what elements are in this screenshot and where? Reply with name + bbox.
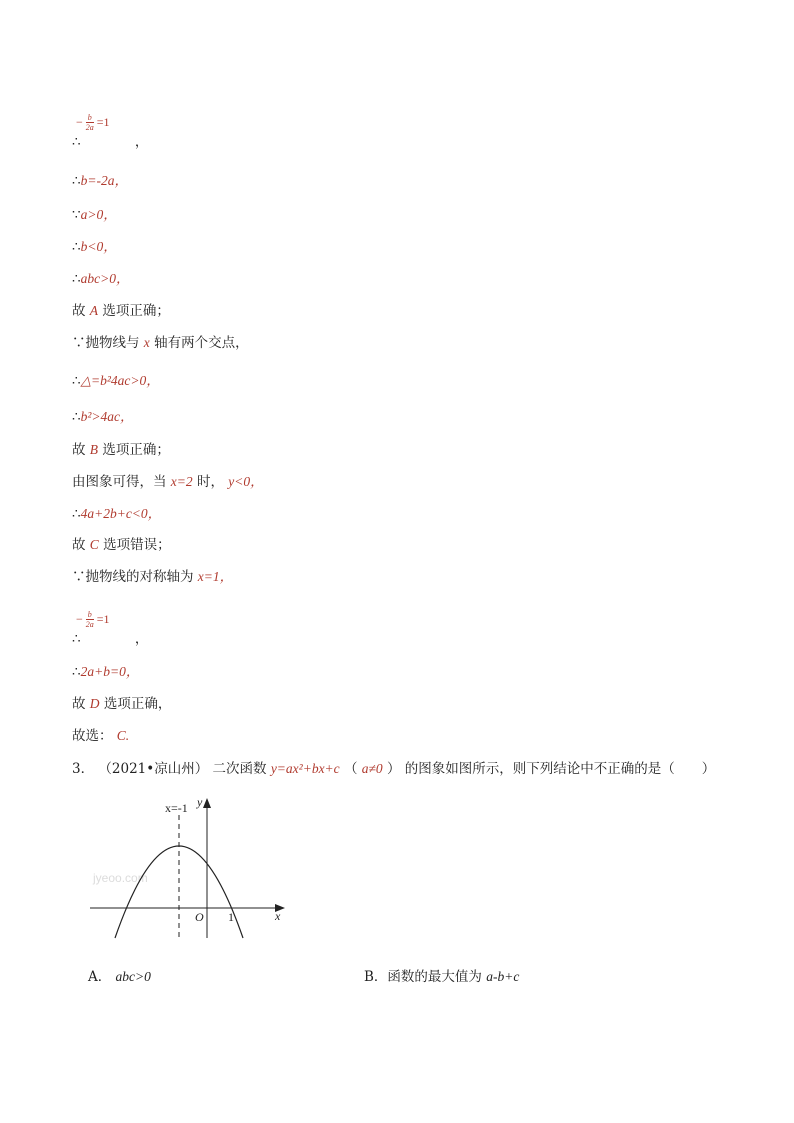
question-text-pre: 二次函数: [212, 761, 267, 777]
concl-post: 选项错误；: [103, 537, 171, 553]
ineq-text: 4a+2b+c<0，: [80, 506, 162, 521]
ineq-line: ∴4a+2b+c<0，: [72, 506, 162, 522]
option-B-label: B．函数的最大值为: [364, 969, 482, 985]
tick-label-1: 1: [228, 910, 234, 924]
choose-pre: 故选：: [72, 728, 113, 744]
fraction-step-1: [76, 113, 110, 132]
concl-pre: 故: [72, 303, 86, 319]
intersect-x: x: [143, 335, 150, 350]
y-axis-arrow: [203, 798, 211, 808]
graph-y: y<0，: [228, 474, 264, 489]
step-b-eq-text: b=-2a，: [80, 173, 128, 188]
fraction-denominator: 2a: [85, 620, 94, 629]
fraction: [86, 610, 94, 629]
step-a-pos: ∵a>0，: [72, 207, 117, 223]
fraction-equals: =1: [96, 115, 110, 129]
option-A-label: A．: [88, 969, 112, 985]
option-B: [364, 965, 519, 985]
watermark: jyeoo.com: [93, 871, 148, 885]
concl-letter: C: [89, 537, 99, 552]
graph-pre: 由图象可得，当: [72, 474, 167, 490]
step-abc: ∴abc>0，: [72, 271, 130, 287]
question-text-post: 的图象如图所示，则下列结论中不正确的是（ ）: [404, 761, 716, 777]
therefore-symbol: ∴: [72, 631, 81, 647]
question-number: 3．: [72, 761, 95, 777]
comma: ，: [134, 134, 149, 150]
axis-pre: ∵抛物线的对称轴为: [72, 569, 194, 585]
cond-open: （: [343, 761, 358, 777]
concl-letter: D: [89, 696, 100, 711]
delta-line: ∴△=b²4ac>0，: [72, 373, 160, 389]
step-b-neg-text: b<0，: [80, 239, 117, 254]
therefore-symbol: ∴: [72, 134, 81, 150]
therefore-line-2: [72, 630, 148, 648]
question-3: [72, 760, 715, 778]
conclusion-D: [72, 695, 171, 713]
step-b-neg: ∴b<0，: [72, 239, 117, 255]
question-condition: a≠0: [361, 761, 383, 776]
conclusion-B: [72, 441, 170, 459]
minus-sign: −: [76, 612, 83, 626]
fraction-numerator: b: [87, 610, 92, 619]
fraction-step-2: [76, 610, 110, 629]
sum-text: 2a+b=0，: [80, 664, 140, 679]
sum-line: ∴2a+b=0，: [72, 664, 140, 680]
option-A: [88, 965, 151, 985]
choose-line: [72, 727, 129, 745]
concl-letter: B: [89, 442, 99, 457]
axis-val: x=1，: [197, 569, 234, 584]
fraction-numerator: b: [87, 113, 92, 122]
b2-line: ∴b²>4ac，: [72, 409, 134, 425]
cond-close: ）: [386, 761, 401, 777]
concl-letter: A: [89, 303, 99, 318]
comma: ，: [134, 631, 149, 647]
intersect-pre: ∵抛物线与: [72, 335, 140, 351]
choose-answer: C.: [116, 728, 130, 743]
y-axis-label: y: [197, 795, 203, 809]
concl-post: 选项正确；: [102, 303, 170, 319]
x-axis-label: x: [275, 909, 281, 923]
option-A-text: abc>0: [115, 969, 151, 984]
fraction-denominator: 2a: [85, 123, 94, 132]
step-abc-text: abc>0，: [80, 271, 130, 286]
b2-text: b²>4ac，: [80, 409, 134, 424]
concl-post: 选项正确；: [102, 442, 170, 458]
concl-pre: 故: [72, 442, 86, 458]
step-b-eq: ∴b=-2a，: [72, 173, 128, 189]
intersect-line: [72, 334, 249, 352]
delta-text: △=b²4ac>0，: [80, 373, 160, 388]
minus-sign: −: [76, 115, 83, 129]
option-B-text: a-b+c: [486, 969, 520, 984]
question-formula: y=ax²+bx+c: [270, 761, 340, 776]
parabola-graph: [85, 790, 305, 950]
concl-post: 选项正确，: [103, 696, 172, 712]
fraction: [86, 113, 94, 132]
concl-pre: 故: [72, 537, 86, 553]
graph-cond: x=2: [170, 474, 193, 489]
therefore-line-1: [72, 133, 148, 151]
step-a-pos-text: a>0，: [80, 207, 117, 222]
conclusion-A: [72, 302, 170, 320]
graph-mid: 时，: [196, 474, 224, 490]
question-source: （2021•凉山州）: [98, 761, 209, 777]
axis-line: [72, 568, 233, 586]
intersect-post: 轴有两个交点，: [154, 335, 249, 351]
conclusion-C: [72, 536, 171, 554]
graph-reading-line: [72, 473, 264, 491]
concl-pre: 故: [72, 696, 86, 712]
symmetry-label: x=-1: [165, 801, 188, 815]
fraction-equals: =1: [96, 612, 110, 626]
origin-label: O: [195, 910, 204, 924]
